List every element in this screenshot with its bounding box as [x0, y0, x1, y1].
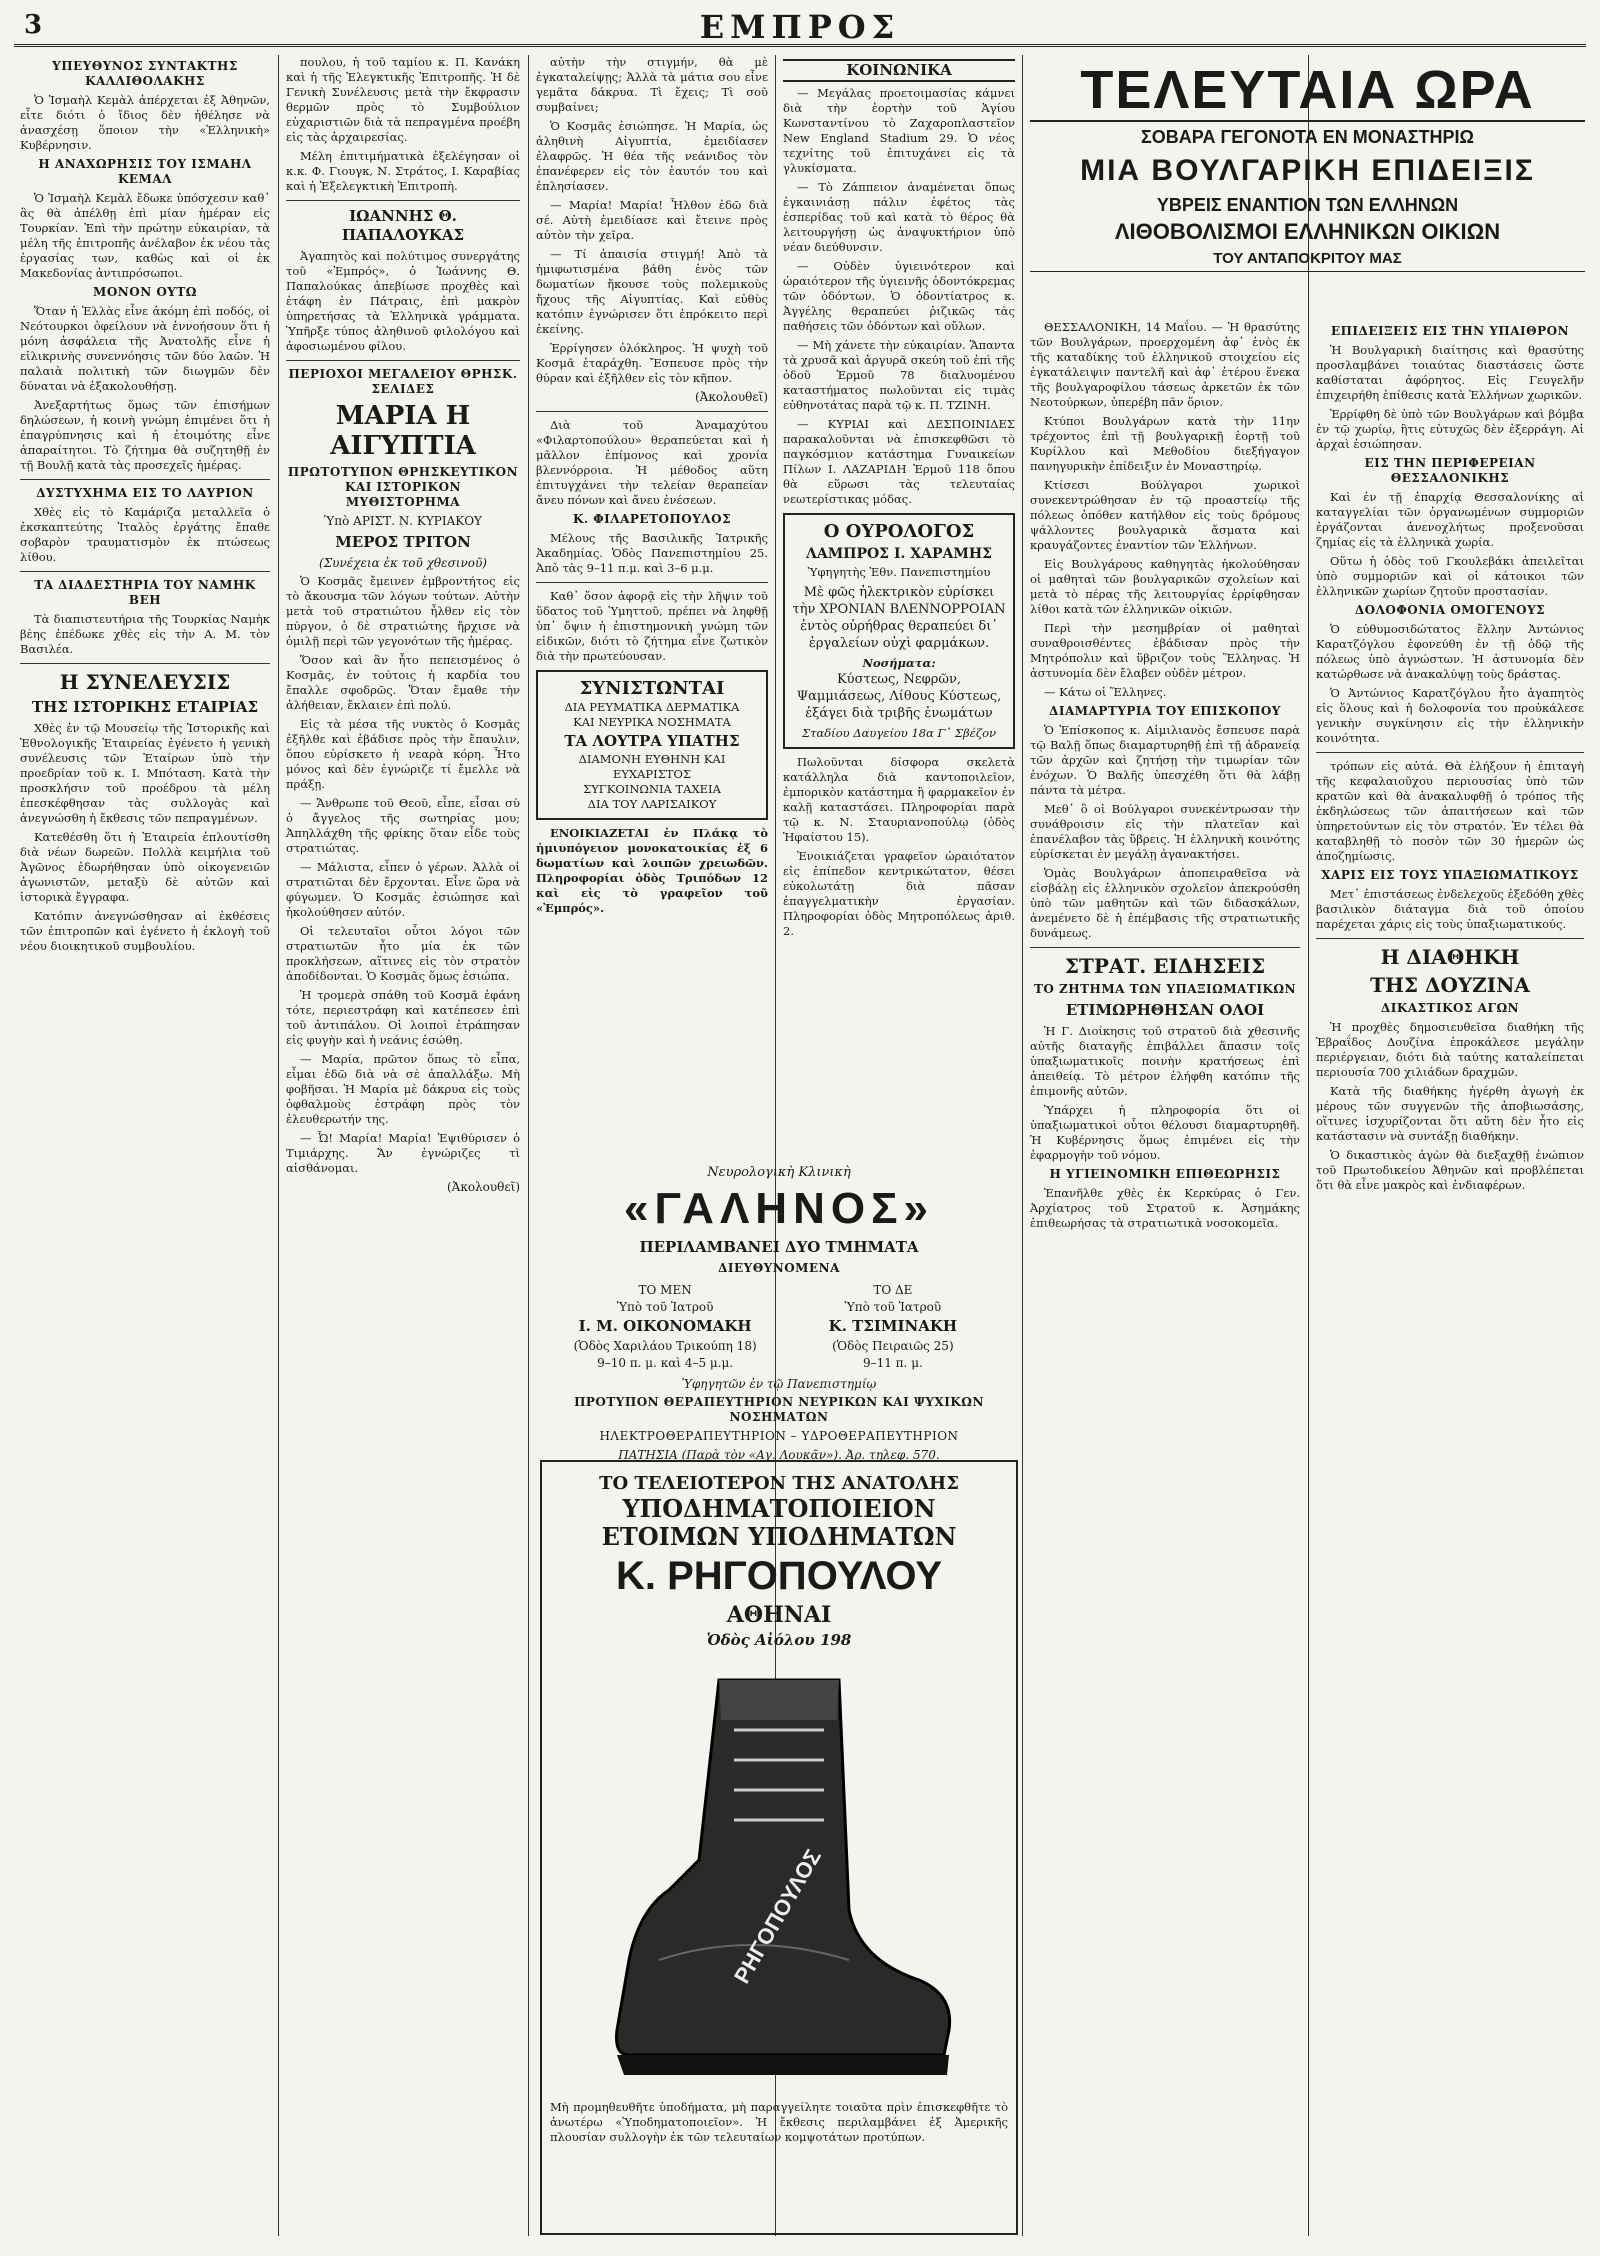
paragraph: Εἰς τὰ μέσα τῆς νυκτὸς ὁ Κοσμᾶς ἐξῆλθε καὶ ἐβάδισε πρὸς τὴν ἔπαυλιν, ὅπου εὑρίσκετο ἡ νεαρὰ κόρη. Ἦτο μόνος καὶ δὲν ἐγνώριζε τί ἔμελλε νὰ πράξῃ.	[286, 717, 520, 791]
paragraph: Ἡ Βουλγαρικὴ διαίτησις καὶ θρασύτης προσλαμβάνει τοιαύτας διαστάσεις ὥστε καθίσταται ἀφόρητος. Εἰς Γευγελῆν ἐπιχειρήθη ἐπίθεσις κατὰ Ἑλλήνων χωρικῶν.	[1316, 343, 1584, 402]
paragraph: Χθὲς εἰς τὸ Καμάριζα μεταλλεῖα ὁ ἐκσκαπτεύτης Ἰταλὸς ἐργάτης ἔπαθε σοβαρὸν τραυματισμὸν ἐκ πτώσεως λίθου.	[20, 505, 270, 564]
ad-line: ΑΘΗΝΑΙ	[726, 1602, 832, 1628]
section-heading: ΜΟΝΟΝ ΟΥΤΩ	[93, 285, 197, 299]
paragraph: Οὕτω ἡ ὁδὸς τοῦ Γκουλεβάκι ἀπειλεῖται ὑπὸ συμμοριῶν καὶ οἱ κάτοικοι τῶν ἑλληνικῶν χωρίων ζητοῦν προστασίαν.	[1316, 554, 1584, 598]
paragraph: Ἐνοικιάζεται γραφεῖον ὡραιότατον εἰς ἐπίπεδον κεντρικώτατον, θέσει εὐκολωτάτῃ διὰ πᾶσαν ἐπαγγελματικὴν ἐργασίαν. Πληροφορίαι ὁδὸς Μητροπόλεως ἀριθ. 2.	[783, 849, 1015, 938]
ad-line: ΗΛΕΚΤΡΟΘΕΡΑΠΕΥΤΗΡΙΟΝ – ΥΔΡΟΘΕΡΑΠΕΥΤΗΡΙΟΝ	[599, 1429, 959, 1443]
section-heading: ΕΙΣ ΤΗΝ ΠΕΡΙΦΕΡΕΙΑΝ ΘΕΣΣΑΛΟΝΙΚΗΣ	[1364, 456, 1536, 485]
paragraph: Ὁ Ἰσμαὴλ Κεμὰλ ἔδωκε ὑπόσχεσιν καθ᾽ ἃς θὰ ἀπέλθῃ ἐπὶ μίαν ἡμέραν εἰς Τουρκίαν. Ἐπὶ τὴν πρώτην εὐκαιρίαν, τὰ μέλη τῆς ἐπιτροπῆς ἀνέλαβον ἐκ νέου τὰς ἐργασίας των, καθὼς καὶ οἱ ἐκ Μακεδονίας ἀντιπρόσωποι.	[20, 191, 270, 280]
ad-line: Ὑφηγητὴς Ἐθν. Πανεπιστημίου	[807, 565, 991, 579]
boot-illustration	[599, 1660, 959, 2090]
paragraph: Ὑπάρχει ἡ πληροφορία ὅτι οἱ ὑπαξιωματικοὶ οὗτοι θέλουσι διαμαρτυρηθῆ. Ἡ Κυβέρνησις ὅμως ἐπιμένει εἰς τὴν ἐφαρμογὴν τοῦ νόμου.	[1030, 1103, 1300, 1162]
paragraph: ΘΕΣΣΑΛΟΝΙΚΗ, 14 Μαΐου. — Ἡ θρασύτης τῶν Βουλγάρων, προερχομένη ἀφ᾽ ἑνὸς ἐκ τῆς καταδίκης τοῦ ἑλληνικοῦ στοιχείου εἰς ἐγκατάλειψιν παντελῆ καὶ ἀφ᾽ ἑτέρου ἕνεκα τῆς βουλγαροφίλου τάσεως ἀρκετῶν ἐκ τῶν Νεοτούρκων, ὑπερέβη πᾶν ὅριον.	[1030, 320, 1300, 409]
ad-line: Μὲ φῶς ἠλεκτρικὸν εὑρίσκει τὴν ΧΡΟΝΙΑΝ ΒΛΕΝΝΟΡΡΟΙΑΝ ἐντὸς οὐρήθρας θεραπεύει δι᾽ ἐργαλείων οὐχὶ φαρμάκων.	[792, 585, 1006, 651]
masthead	[14, 8, 1586, 47]
ad-line: ΠΕΡΙΛΑΜΒΑΝΕΙ ΔΥΟ ΤΜΗΜΑΤΑ	[639, 1238, 919, 1256]
lead-subtitle: ΤΟΥ ΑΝΤΑΠΟΚΡΙΤΟΥ ΜΑΣ	[1030, 247, 1585, 272]
paragraph: Κατὰ τῆς διαθήκης ἠγέρθη ἀγωγὴ ἐκ μέρους τῶν συγγενῶν τῆς ἀποβιωσάσης, οἵτινες ἰσχυρίζονται ὅτι αὕτη δὲν ἦτο εἰς κατάστασιν νὰ συντάξῃ διαθήκην.	[1316, 1084, 1584, 1143]
ad-line: ΕΤΟΙΜΩΝ ΥΠΟΔΗΜΑΤΩΝ	[601, 1522, 957, 1551]
section-heading: ΕΤΙΜΩΡΗΘΗΣΑΝ ΟΛΟΙ	[1065, 1001, 1265, 1019]
ad-title: «ΓΑΛΗΝΟΣ»	[624, 1184, 934, 1233]
ad-line: Ὁδὸς Αἰόλου 198	[706, 1631, 852, 1649]
section-heading: ΧΑΡΙΣ ΕΙΣ ΤΟΥΣ ΥΠΑΞΙΩΜΑΤΙΚΟΥΣ	[1321, 868, 1579, 882]
column-rule	[1308, 55, 1309, 2236]
paragraph: — Κάτω οἱ Ἕλληνες.	[1044, 685, 1167, 699]
ad-line: Νευρολογικὴ Κλινικὴ	[707, 1165, 851, 1180]
ad-line: Κύστεως, Νεφρῶν, Ψαμμιάσεως, Λίθους Κύστεως, ἐξάγει διὰ τριβῆς ἐνωμάτων	[796, 672, 1002, 721]
ad-line: ΠΑΤΗΣΙΑ (Παρὰ τὸν «Αγ. Λουκᾶν»). Ἀρ. τηλεφ. 570.	[618, 1448, 940, 1462]
article-subtitle: ΤΗΣ ΙΣΤΟΡΙΚΗΣ ΕΤΑΙΡΙΑΣ	[31, 698, 259, 716]
paragraph: Κτύποι Βουλγάρων κατὰ τὴν 11ην τρέχοντος ἐπὶ τῇ βουλγαρικῇ ἑορτῇ τοῦ Κυρίλλου καὶ Μεθοδίου διεξήγαγον πανηγυρικὴν ἐπίδειξιν ἐν Μοναστηρίῳ.	[1030, 414, 1300, 473]
serial-subtitle: ΠΡΩΤΟΤΥΠΟΝ ΘΡΗΣΚΕΥΤΙΚΟΝ ΚΑΙ ΙΣΤΟΡΙΚΟΝ ΜΥΘΙΣΤΟΡΗΜΑ	[287, 465, 519, 509]
paragraph: Ἡ τρομερὰ σπάθη τοῦ Κοσμᾶ ἐφάνη τότε, περιεστράφη καὶ κατέπεσεν ἐπὶ τοῦ ἀντιπάλου. Οἱ λοιποὶ ἐτράπησαν εἰς φυγὴν καὶ ἡ νεάνις ἐσώθη.	[286, 988, 520, 1047]
shoe-advertisement	[540, 1460, 1018, 2235]
column-1	[20, 55, 270, 2236]
paragraph: Ἐπανῆλθε χθὲς ἐκ Κερκύρας ὁ Γεν. Ἀρχίατρος τοῦ Στρατοῦ κ. Ἀσημάκης ἐπιθεωρήσας τὰ στρατιωτικὰ νοσοκομεῖα.	[1030, 1186, 1300, 1230]
spa-advertisement	[536, 670, 768, 820]
paragraph: Ὁ Ἐπίσκοπος κ. Αἰμιλιανὸς ἔσπευσε παρὰ τῷ Βαλῇ ὅπως διαμαρτυρηθῇ ἐπὶ τῇ ἀδρανείᾳ τῶν ἀρχῶν καὶ ζητήσῃ τὴν τιμωρίαν τῶν ἐνόχων. Ὁ Βαλῆς ὑπεσχέθη ὅτι θὰ λάβῃ πάντα τὰ μέτρα.	[1030, 723, 1300, 797]
paragraph: Ὅσον καὶ ἂν ἦτο πεπεισμένος ὁ Κοσμᾶς, ἐν τούτοις ἡ καρδία του ἔπαλλε σφοδρῶς. Ὅταν ἔμαθε τὴν ἀλήθειαν, ἔκλαιεν ἐπὶ πολύ.	[286, 653, 520, 712]
paragraph: αὐτὴν τὴν στιγμήν, θὰ μὲ ἐγκαταλείψῃς; Ἀλλὰ τὰ μάτια σου εἶνε γεμᾶτα δάκρυα. Τὶ ἔχεις; Τὶ σοῦ συμβαίνει;	[536, 55, 768, 114]
lead-article-header	[1030, 60, 1585, 275]
ad-line: 9–10 π. μ. καὶ 4–5 μ.μ.	[597, 1356, 734, 1370]
article-title: Η ΣΥΝΕΛΕΥΣΙΣ	[59, 670, 231, 694]
paragraph: Εἰς Βουλγάρους καθηγητὰς ἠκολούθησαν οἱ μαθηταὶ τῶν βουλγαρικῶν σχολείων καὶ μετὰ τὸ πέρας τῆς λειτουργίας ἐρρίφθησαν λίθοι κατὰ τῶν ἑλληνικῶν οἰκιῶν.	[1030, 557, 1300, 616]
section-heading: ΠΕΡΙΟΧΟΙ ΜΕΓΑΛΕΙΟΥ ΘΡΗΣΚ. ΣΕΛΙΔΕΣ	[288, 367, 518, 396]
paragraph: Καὶ ἐν τῇ ἐπαρχίᾳ Θεσσαλονίκης αἱ καταγγελίαι τῶν ὀργανωμένων συμμοριῶν ἐργάζονται ἀνενοχλήτως προξενοῦσαι ζημίας εἰς τὰ ἑλληνικὰ χωρία.	[1316, 490, 1584, 549]
paragraph: πουλου, ἡ τοῦ ταμίου κ. Π. Κανάκη καὶ ἡ τῆς Ἐλεγκτικῆς Ἐπιτροπῆς. Ἡ δὲ Γενικὴ Συνέλευσις μετὰ τὴν ἔκφρασιν θερμῶν πρὸς τὸ Συμβούλιον εὐχαριστιῶν διὰ τὰ πεπραγμένα προέβη εἰς τὰς ἀρχαιρεσίας.	[286, 55, 520, 144]
section-heading: ΙΩΑΝΝΗΣ Θ. ΠΑΠΑΛΟΥΚΑΣ	[341, 207, 465, 244]
paragraph: Ὁ Κοσμᾶς ἐσιώπησε. Ἡ Μαρία, ὡς ἀληθινὴ Αἰγυπτία, ἐμειδίασεν ἐλαφρῶς. Ἡ θέα τῆς νεάνιδος τὸν ἐπανέφερεν εἰς τὸν ἑαυτόν του καὶ ἐπλησίασεν.	[536, 119, 768, 193]
paragraph: Ὁ Ἀντώνιος Καρατζόγλου ἦτο ἀγαπητὸς εἰς ὅλους καὶ ἡ δολοφονία του προὐκάλεσε γενικὴν συγκίνησιν εἰς τὴν ἑλληνικὴν κοινότητα.	[1316, 686, 1584, 745]
ad-line: ΤΑ ΛΟΥΤΡΑ ΥΠΑΤΗΣ	[564, 732, 740, 750]
page-number: 3	[24, 10, 43, 40]
paragraph: — Μὴ χάνετε τὴν εὐκαιρίαν. Ἅπαντα τὰ χρυσᾶ καὶ ἀργυρᾶ σκεύη τοῦ ἐπὶ τῆς ὁδοῦ Ἑρμοῦ 78 διαλυομένου καταστήματος πωλοῦνται εἰς τιμὰς εὐθηνοτάτας παρὰ τῷ κ. Π. ΤΖΙΝΗ.	[783, 338, 1015, 412]
ad-line: ΤΟ ΜΕΝ	[638, 1283, 692, 1297]
ad-line: ΤΟ ΔΕ	[873, 1283, 913, 1297]
paragraph: Οἱ τελευταῖοι οὗτοι λόγοι τῶν στρατιωτῶν ἦτο μία ἐκ τῶν προκλήσεων, αἵτινες εἰς τὸν στρατὸν ἀποδίδονται. Ὁ Κοσμᾶς ὅμως ἐσιώπα.	[286, 924, 520, 983]
advertisement-text: Μέλους τῆς Βασιλικῆς Ἰατρικῆς Ἀκαδημίας. Ὁδὸς Πανεπιστημίου 25. Ἀπὸ τὰς 9–11 π.μ. καὶ 3–6 μ.μ.	[536, 531, 768, 575]
paragraph: Ὅταν ἡ Ἑλλὰς εἶνε ἀκόμη ἐπὶ ποδός, οἱ Νεότουρκοι ὀφείλουν νὰ ἐννοήσουν ὅτι ἡ μόνη ἀσφάλεια τῆς Ἀνατολῆς εἶνε ἡ εἰλικρινὴς συνεννόησις τῶν δύο λαῶν. Ἡ παλαιὰ πολιτικὴ τῶν διωγμῶν δὲν δύναται νὰ ἐξακολουθήσῃ.	[20, 304, 270, 393]
section-heading: ΣΤΡΑΤ. ΕΙΔΗΣΕΙΣ	[1064, 954, 1266, 978]
column-3	[536, 55, 768, 1156]
paragraph: Ἐρρίφθη δὲ ὑπὸ τῶν Βουλγάρων καὶ βόμβα ἐν τῷ χωρίῳ, ἣτις εὐτυχῶς δὲν ἐξερράγη. Αἱ ἀρχαὶ ἐσιώπησαν.	[1316, 407, 1584, 451]
serial-part: ΜΕΡΟΣ ΤΡΙΤΟΝ	[335, 533, 471, 551]
column-5	[1030, 320, 1300, 2236]
ad-title: ΣΥΝΙΣΤΩΝΤΑΙ	[579, 678, 725, 699]
paragraph: Καθ᾽ ὅσον ἀφορᾷ εἰς τὴν λῆψιν τοῦ ὕδατος τοῦ Ὑμηττοῦ, πρέπει νὰ ληφθῇ ὑπ᾽ ὄψιν ἡ ἐπιστημονικὴ γνώμη τῶν εἰδικῶν, διότι τὸ ζήτημα εἶνε ζωτικὸν διὰ τὴν πρωτεύουσαν.	[536, 589, 768, 663]
article-subtitle: ΔΙΚΑΣΤΙΚΟΣ ΑΓΩΝ	[1380, 1001, 1520, 1015]
section-heading: ΕΠΙΔΕΙΞΕΙΣ ΕΙΣ ΤΗΝ ΥΠΑΙΘΡΟΝ	[1330, 324, 1570, 338]
section-heading: Η ΑΝΑΧΩΡΗΣΙΣ ΤΟΥ ΙΣΜΑΗΛ ΚΕΜΑΛ	[38, 157, 252, 186]
column-rule	[278, 55, 279, 2236]
paragraph: Κατόπιν ἀνεγνώσθησαν αἱ ἐκθέσεις τῶν ἐπιτροπῶν καὶ ἐγένετο ἡ ἐκλογὴ τοῦ νέου διοικητικοῦ συμβουλίου.	[20, 909, 270, 953]
section-heading: ΔΥΣΤΥΧΗΜΑ ΕΙΣ ΤΟ ΛΑΥΡΙΟΝ	[36, 486, 254, 500]
paragraph: Μετ᾽ ἐπιστάσεως ἐνδελεχοῦς ἐξεδόθη χθὲς βασιλικὸν διάταγμα διὰ τοῦ ὁποίου παρέχεται χάρις εἰς τοὺς ὑπαξιωματικούς.	[1316, 887, 1584, 931]
ad-line: ΣΥΓΚΟΙΝΩΝΙΑ ΤΑΧΕΙΑ	[583, 782, 721, 796]
ad-line: Σταδίου Δαυγείου 18α Γ᾽ Σβέζον	[802, 726, 996, 740]
paragraph: — Μαρία! Μαρία! Ἦλθον ἐδῶ διὰ σέ. Αὐτὴ ἐμειδίασε καὶ ἔτεινε πρὸς αὐτὸν τὴν χεῖρα.	[536, 198, 768, 242]
column-rule	[1022, 55, 1023, 2236]
section-heading: ΤΟ ΖΗΤΗΜΑ ΤΩΝ ΥΠΑΞΙΩΜΑΤΙΚΩΝ	[1033, 982, 1297, 996]
paragraph: Χθὲς ἐν τῷ Μουσείῳ τῆς Ἱστορικῆς καὶ Ἐθνολογικῆς Ἑταιρείας ἐγένετο ἡ γενικὴ συνέλευσις τῶν Ἑταίρων ὑπὸ τὴν προεδρίαν τοῦ κ. Ι. Μπόταση. Κατὰ τὴν προσκλήσιν τοῦ προέδρου τὰ μέλη ἐπεσκέφθησαν τὰς συλλογὰς καὶ ἀνεγνώσθη ἡ ἔκθεσις τῶν πεπραγμένων.	[20, 721, 270, 825]
paragraph: — Μάλιστα, εἶπεν ὁ γέρων. Ἀλλὰ οἱ στρατιῶται δὲν ἔρχονται. Εἶνε ὥρα νὰ φύγωμεν. Ὁ Κοσμᾶς ἐσιώπησε καὶ ἠκολούθησεν αὐτόν.	[286, 860, 520, 919]
doctor-name: Ι. Μ. ΟΙΚΟΝΟΜΑΚΗ	[578, 1317, 752, 1335]
serial-continued: (Συνέχεια ἐκ τοῦ χθεσινοῦ)	[319, 556, 487, 570]
department-right	[788, 1280, 998, 1373]
ad-line: Ὑπὸ τοῦ Ἰατροῦ	[844, 1300, 942, 1314]
ad-line: ΔΙΑ ΡΕΥΜΑΤΙΚΑ ΔΕΡΜΑΤΙΚΑ	[564, 700, 740, 714]
classified-ad: ΕΝΟΙΚΙΑΖΕΤΑΙ ἐν Πλάκᾳ τὸ ἡμιυπόγειον μονοκατοικίας ἐξ 6 δωματίων καὶ λοιπῶν χρειωδῶν. Πληροφορίαι ὁδὸς Τριπόδων 12 καὶ εἰς τὸ γραφεῖον τοῦ «Ἐμπρός».	[536, 826, 768, 915]
paragraph: Κατεθέσθη ὅτι ἡ Ἑταιρεία ἐπλουτίσθη διὰ νέων δωρεῶν. Πολλὰ κειμήλια τοῦ Ἀγῶνος ἐδωρήθησαν ὑπὸ οἰκογενειῶν ἀγωνιστῶν, μεταξὺ δὲ αὐτῶν καὶ ἱστορικὰ ἔγγραφα.	[20, 830, 270, 904]
paragraph: — ΚΥΡΙΑΙ καὶ ΔΕΣΠΟΙΝΙΔΕΣ παρακαλοῦνται νὰ ἐπισκεφθῶσι τὸ παγκόσμιον κατάστημα Γυναικείων Πίλων Ι. ΛΑΖΑΡΙΔΗ Ἑρμοῦ 118 ὅπου θὰ εὕρωσι τὰς τελευταίας νεωτερίστικας μόδας.	[783, 417, 1015, 506]
urologist-advertisement	[783, 513, 1015, 749]
ad-line: Ὑπὸ τοῦ Ἰατροῦ	[616, 1300, 714, 1314]
column-2	[286, 55, 520, 2236]
paragraph: — Μαρία, πρῶτον ὅπως τὸ εἶπα, εἶμαι ἐδῶ διὰ νὰ σὲ ἀπαλλάξω. Μὴ φοβῆσαι. Ἡ Μαρία μὲ δάκρυα εἰς τοὺς ὀφθαλμοὺς ἐστράφη πρὸς τὸν ἐλευθερωτήν της.	[286, 1052, 520, 1126]
section-heading: ΔΟΛΟΦΟΝΙΑ ΟΜΟΓΕΝΟΥΣ	[1354, 603, 1546, 617]
serial-title: ΜΑΡΙΑ Η ΑΙΓΥΠΤΙΑ	[330, 401, 476, 461]
advertiser-name: Κ. ΦΙΛΑΡΕΤΟΠΟΥΛΟΣ	[572, 512, 732, 526]
column-6	[1316, 320, 1584, 2236]
paragraph: — Ὦ! Μαρία! Μαρία! Ἐψιθύρισεν ὁ Τιμιάρχης. Ἄν ἐγνώριζες τὶ αἰσθάνομαι.	[286, 1131, 520, 1175]
paragraph: Πωλοῦνται δίσφορα σκελετὰ κατάλληλα διὰ καντοποιλεῖον, ἐμπορικὸν κατάστημα ἢ φαρμακεῖον ἐν καλῇ καταστάσει. Πληροφορίαι παρὰ τῷ κ. Ν. Σταυριανοπούλῳ (ὁδὸς Ἡφαίστου 15).	[783, 755, 1015, 844]
paragraph: Ὁ Ἰσμαὴλ Κεμὰλ ἀπέρχεται ἐξ Ἀθηνῶν, εἶτε διότι ὁ ἴδιος δὲν ἠθέλησε νὰ ἀνασχέσῃ ὅποιον τὴν «Ἑλληνικὴ» Κυβέρνησιν.	[20, 93, 270, 152]
ad-footer: Μὴ προμηθευθῆτε ὑποδήματα, μὴ παραγγείλητε τοιαῦτα πρὶν ἐπισκεφθῆτε τὸ ἀνωτέρω «Ὑποδηματοποιεῖον». Ἡ ἔκθεσις περιλαμβάνει ἐξ Ἀμερικῆς πλουσίαν συλλογὴν ἐκ τῶν τελευταίων κομψοτάτων προτύπων.	[550, 2100, 1008, 2144]
doctor-name: Κ. ΤΣΙΜΙΝΑΚΗ	[828, 1317, 958, 1335]
paragraph: — Τί ἀπαισία στιγμή! Ἀπὸ τὰ ἡμιφωτισμένα βάθη ἑνὸς τῶν δωματίων ἤκουσε τοὺς πολεμικοὺς ἤχους τῆς Αἰγυπτίας. Καὶ εὐθὺς κατόπιν ἐγνώρισεν ὅτι ἐπρόκειτο περὶ ἐκείνης.	[536, 247, 768, 336]
ad-line: (Ὁδὸς Χαριλάου Τρικούπη 18)	[573, 1339, 757, 1353]
paragraph: Ἐρρίγησεν ὁλόκληρος. Ἡ ψυχὴ τοῦ Κοσμᾶ ἐταράχθη. Ἔσπευσε πρὸς τὴν θύραν καὶ ἐξῆλθεν εἰς τὸν κῆπον.	[536, 341, 768, 385]
column-4	[783, 55, 1015, 1156]
paragraph: Μέλη ἐπιτιμήματικὰ ἐξελέγησαν οἱ κ.κ. Φ. Γιουγκ, Ν. Στράτος, Ι. Καραβίας καὶ ἡ Ἐξελεγκτικὴ Ἐπιτροπὴ.	[286, 149, 520, 193]
paragraph: Ἀγαπητὸς καὶ πολύτιμος συνεργάτης τοῦ «Ἐμπρός», ὁ Ἰωάννης Θ. Παπαλούκας ἀπεβίωσε προχθὲς καὶ ἐτάφη ἐν Πάτραις, ἐπὶ μακρὸν ὑπηρετήσας τὰ Ἑλληνικὰ γράμματα. Ὑπῆρξε τύπος ἀληθινοῦ φιλολόγου καὶ ἀφοσιωμένου φίλου.	[286, 249, 520, 353]
paragraph: Ἡ προχθὲς δημοσιευθεῖσα διαθήκη τῆς Ἑβραΐδος Δουζίνα ἐπροκάλεσε μεγάλην περιέργειαν, διότι διὰ ταύτης καταλείπεται περιουσία 700 χιλιάδων δραχμῶν.	[1316, 1020, 1584, 1079]
boot-brand-label: ΡΗΓΟΠΟΥΛΟΣ	[729, 1844, 826, 1988]
paragraph: Ἡ Γ. Διοίκησις τοῦ στρατοῦ διὰ χθεσινῆς αὐτῆς διαταγῆς ἐπιβάλλει ἅπασιν τοῖς ὑπαξιωματικοῖς ποινὴν κρατήσεως ἐπὶ ἀπειθείᾳ. Τὸ μέτρον ἐλήφθη κατόπιν τῆς ἐπιμονῆς αὐτῶν.	[1030, 1024, 1300, 1098]
ad-line: (Ὁδὸς Πειραιῶς 25)	[832, 1339, 954, 1353]
paragraph: Κτίσεσι Βούλγαροι χωρικοὶ συνεκεντρώθησαν ἐν τῷ προαστείῳ τῆς πόλεως ὁπόθεν κατήλθον εἰς τοὺς δρόμους ψάλλοντες βουλγαρικὰ ἄσματα καὶ κραυγάζοντες ἐναντίον τῶν Ἑλλήνων.	[1030, 478, 1300, 552]
lead-subtitle: ΣΟΒΑΡΑ ΓΕΓΟΝΟΤΑ ΕΝ ΜΟΝΑΣΤΗΡΙΩ	[1140, 127, 1474, 147]
paragraph: Μεθ᾽ ὃ οἱ Βούλγαροι συνεκέντρωσαν τὴν συνάθροισιν εἰς τὴν πλατεῖαν καὶ ἐπανέλαβον τὰς ὕβρεις. Ἡ ἑλληνικὴ κοινότης εὑρίσκεται ἐν μεγάλῃ ἀγανακτήσει.	[1030, 802, 1300, 861]
paragraph: — Οὐδὲν ὑγιεινότερον καὶ ὡραιότερον τῆς ὑγιεινῆς ὀδοντόκρεμας τῶν ὀδόντων. Ὁ ὀδοντίατρος κ. Ἀγγέλης θεραπεύει ῥιζικῶς τὰς παθήσεις τῶν ὀδόντων καὶ οὔλων.	[783, 259, 1015, 333]
ad-line: 9–11 π. μ.	[862, 1356, 923, 1370]
section-heading: ΥΠΕΥΘΥΝΟΣ ΣΥΝΤΑΚΤΗΣ ΚΑΛΛΙΘΟΛΑΚΗΣ	[52, 59, 238, 88]
paragraph: Ὁμὰς Βουλγάρων ἀποπειραθεῖσα νὰ εἰσβάλῃ εἰς ἑλληνικὸν σχολεῖον ἀπεκρούσθη ὑπὸ τῶν μαθητῶν καὶ τῶν διδασκάλων, ἀνεμένετο δὲ ἡ ἐπέμβασις τῆς στρατιωτικῆς δυνάμεως.	[1030, 866, 1300, 940]
paragraph: Περὶ τὴν μεσημβρίαν οἱ μαθηταὶ συναθροισθέντες ἐβάδισαν πρὸς τὴν Μητρόπολιν καὶ ὕβριζον τοὺς Ἕλληνας. Ἡ ἀστυνομία δὲν ἔλαβεν οὐδὲν μέτρον.	[1030, 621, 1300, 680]
column-rule	[528, 55, 529, 2236]
ad-name: ΛΑΜΠΡΟΣ Ι. ΧΑΡΑΜΗΣ	[806, 546, 992, 562]
section-heading: ΚΟΙΝΩΝΙΚΑ	[783, 59, 1015, 82]
newspaper-name: ΕΜΠΡΟΣ	[699, 8, 901, 46]
ad-title: Κ. ΡΗΓΟΠΟΥΛΟΥ	[615, 1554, 943, 1598]
paragraph: — Ἄνθρωπε τοῦ Θεοῦ, εἶπε, εἶσαι σὺ ὁ ἄγγελος τῆς σωτηρίας μου; Ἀπηλλάχθη τῆς φρίκης ὅταν εἶδε τοὺς στρατιώτας.	[286, 796, 520, 855]
ad-line: ΤΟ ΤΕΛΕΙΟΤΕΡΟΝ ΤΗΣ ΑΝΑΤΟΛΗΣ	[599, 1473, 959, 1494]
paragraph: — Μεγάλας προετοιμασίας κάμνει διὰ τὴν ἑορτὴν τοῦ Ἁγίου Κωνσταντίνου τὸ Ζαχαροπλαστεῖον New England Stadium 29. Ὁ νέος τεχνίτης τοῦ ἐπιτυχάνει εἰς τὰ γλυκίσματα.	[783, 86, 1015, 175]
ad-line: ΠΡΟΤΥΠΟΝ ΘΕΡΑΠΕΥΤΗΡΙΟΝ ΝΕΥΡΙΚΩΝ ΚΑΙ ΨΥΧΙΚΩΝ ΝΟΣΗΜΑΤΩΝ	[574, 1395, 984, 1424]
article-title: Η ΔΙΑΘΗΚΗ	[1380, 945, 1520, 969]
advertisement-text: Διὰ τοῦ Ἀναμαχύτου «Φιλαρτοπούλου» θεραπεύεται καὶ ἡ μᾶλλον ἐπίμονος καὶ χρονία βλεννόρροια. Ἡ μέθοδος αὕτη ἐπιτυγχάνει τὴν τελείαν θεραπείαν ἄνευ πόνων καὶ ἄνευ ἐνέσεων.	[536, 418, 768, 507]
ad-line: ΚΑΙ ΝΕΥΡΙΚΑ ΝΟΣΗΜΑΤΑ	[573, 715, 731, 729]
paragraph: τρόπων εἰς αὐτά. Θὰ ἐλήξουν ἡ ἐπιταγὴ τῆς κεφαλαιοῦχου περιουσίας ὑπὸ τῶν κρατῶν καὶ θὰ ἀνακαλυφθῇ ὁ τρόπος τῆς ἐκδηλώσεως τῶν ἀπαιτήσεων καὶ τῶν ὑπηρετούντων εἰς τὸν στρατόν. Ἐν τέλει θὰ καταβληθῇ τὸ ποσὸν τῶν 30 ἡμερῶν ὡς ἀποζημίωσις.	[1316, 759, 1584, 863]
paragraph: Ἀνεξαρτήτως ὅμως τῶν ἐπισήμων δηλώσεων, ἡ κοινὴ γνώμη ἐπιμένει ὅτι ἡ ἐπαγρύπνησις καὶ ἡ ἐτοιμότης εἶνε ἀπαραίτητοι. Τὸ ζήτημα θὰ συζητηθῇ ἐν τῇ Βουλῇ κατὰ τὰς προσεχεῖς ἡμέρας.	[20, 398, 270, 472]
ad-line: ΔΙΑ ΤΟΥ ΛΑΡΙΣΑΙΚΟΥ	[587, 797, 717, 811]
ad-line: ΔΙΕΥΘΥΝΟΜΕΝΑ	[718, 1261, 840, 1275]
article-title: ΤΗΣ ΔΟΥΖΙΝΑ	[1370, 973, 1530, 997]
ad-line: ΔΙΑΜΟΝΗ ΕΥΘΗΝΗ ΚΑΙ ΕΥΧΑΡΙΣΤΟΣ	[578, 752, 726, 781]
department-left	[560, 1280, 770, 1373]
galinos-advertisement	[540, 1165, 1018, 1462]
ad-title: Ο ΟΥΡΟΛΟΓΟΣ	[823, 521, 975, 542]
lead-subtitle: ΥΒΡΕΙΣ ΕΝΑΝΤΙΟΝ ΤΩΝ ΕΛΛΗΝΩΝ	[1156, 195, 1459, 215]
paragraph: Ὁ δικαστικὸς ἀγὼν θὰ διεξαχθῇ ἐνώπιον τοῦ Πρωτοδικείου Ἀθηνῶν καὶ προβλέπεται ὅτι θὰ εἶνε μακρὸς καὶ ἐνδιαφέρων.	[1316, 1148, 1584, 1192]
lead-title: ΤΕΛΕΥΤΑΙΑ ΩΡΑ	[1030, 60, 1585, 122]
paragraph: — Τὸ Ζάππειον ἀναμένεται ὅπως ἐγκαινιάσῃ πάλιν ἐφέτος τὰς ἑσπερίδας τοῦ καὶ κατὰ τὸ θέρος θὰ λειτουργήσῃ ὡς ἀναψυκτήριον ὑπὸ νέαν διεύθυνσιν.	[783, 180, 1015, 254]
paragraph: Τὰ διαπιστευτήρια τῆς Τουρκίας Ναμὴκ βὲης ἐπέδωκε χθὲς εἰς τὴν Α. Μ. τὸν Βασιλέα.	[20, 612, 270, 656]
ad-line: ΥΠΟΔΗΜΑΤΟΠΟΙΕΙΟΝ	[622, 1494, 936, 1523]
lead-subtitle: ΛΙΘΟΒΟΛΙΣΜΟΙ ΕΛΛΗΝΙΚΩΝ ΟΙΚΙΩΝ	[1114, 219, 1501, 244]
continued-note: (Ἀκολουθεῖ)	[446, 1180, 520, 1194]
paragraph: Ὁ εὐθυμοσιδώτατος ἔλλην Ἀντώνιος Καρατζόγλου ἐφονεύθη ἐν τῇ ὁδῷ τῆς πόλεως ὑπὸ ἀγνώστων. Ἡ ἀστυνομία δὲν κατώρθωσε νὰ ἀνακαλύψῃ τοὺς δράστας.	[1316, 622, 1584, 681]
serial-author: Ὑπὸ ΑΡΙΣΤ. Ν. ΚΥΡΙΑΚΟΥ	[324, 514, 482, 528]
ad-line: Νοσήματα:	[862, 656, 936, 670]
continued-note: (Ἀκολουθεῖ)	[694, 390, 768, 404]
ad-line: Ὑφηγητῶν ἐν τῷ Πανεπιστημίῳ	[681, 1377, 877, 1391]
section-heading: Η ΥΓΙΕΙΝΟΜΙΚΗ ΕΠΙΘΕΩΡΗΣΙΣ	[1049, 1167, 1281, 1181]
section-heading: ΔΙΑΜΑΡΤΥΡΙΑ ΤΟΥ ΕΠΙΣΚΟΠΟΥ	[1049, 704, 1281, 718]
paragraph: Ὁ Κοσμᾶς ἔμεινεν ἐμβροντήτος εἰς τὸ ἄκουσμα τῶν λόγων τούτων. Αὐτὴν μετὰ τοῦ στρατιώτου ἦλθεν εἰς τὸν πύργον, ὁ δὲ στρατιώτης ἤρχισε νὰ ὁμιλῇ περὶ τῶν γεγονότων τῆς ἡμέρας.	[286, 574, 520, 648]
lead-subtitle: ΜΙΑ ΒΟΥΛΓΑΡΙΚΗ ΕΠΙΔΕΙΞΙΣ	[1080, 154, 1535, 187]
section-heading: ΤΑ ΔΙΑΔΕΣΤΗΡΙΑ ΤΟΥ ΝΑΜΗΚ ΒΕΗ	[34, 578, 256, 607]
